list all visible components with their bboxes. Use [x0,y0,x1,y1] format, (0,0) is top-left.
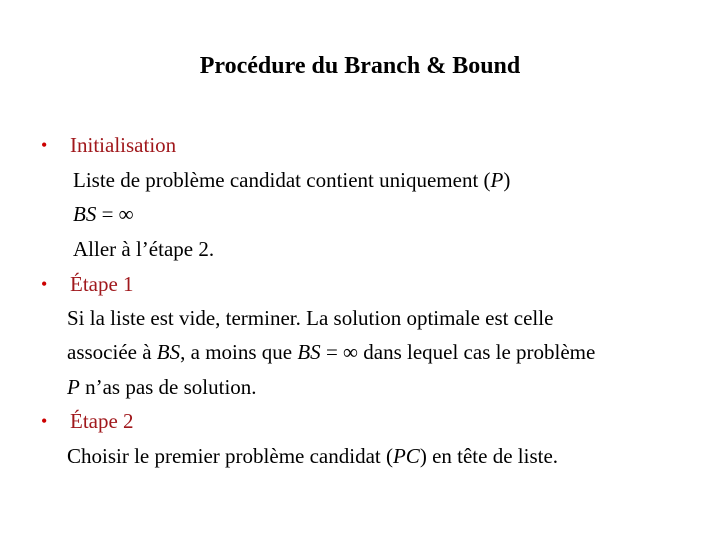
text-segment: = ∞ dans lequel cas le problème [320,340,596,364]
bullet-icon: • [41,274,48,294]
section-text-line [73,167,510,193]
section-text-line [67,339,595,365]
bullet-icon: • [41,411,48,431]
math-variable: BS [156,340,181,364]
text-segment: = ∞ [96,202,134,226]
text-segment: n’as pas de solution. [79,375,257,399]
text-segment: ) en tête de liste. [419,444,559,468]
text-segment: Aller à l’étape 2. [73,237,215,261]
text-segment: Liste de problème candidat contient uniquement ( [73,168,491,192]
math-variable: BS [297,340,321,364]
section-heading: Initialisation [70,133,177,157]
text-segment: ) [503,168,511,192]
section-text-line [67,305,553,331]
text-segment: associée à [67,340,157,364]
section-text-line [67,374,257,400]
section-text-line [73,201,134,227]
math-variable: P [490,168,504,192]
text-segment: Si la liste est vide, terminer. La solution optimale est celle [67,306,554,330]
math-variable: PC [392,444,420,468]
section-heading: Étape 1 [70,272,134,296]
section-text-line [73,236,214,262]
math-variable: BS [73,202,97,226]
section-text-line [67,443,558,469]
slide-title: Procédure du Branch & Bound [199,53,521,79]
text-segment: Choisir le premier problème candidat ( [67,444,393,468]
bullet-icon: • [41,135,48,155]
math-variable: P [67,375,80,399]
section-heading: Étape 2 [70,409,134,433]
text-segment: , a moins que [180,340,298,364]
